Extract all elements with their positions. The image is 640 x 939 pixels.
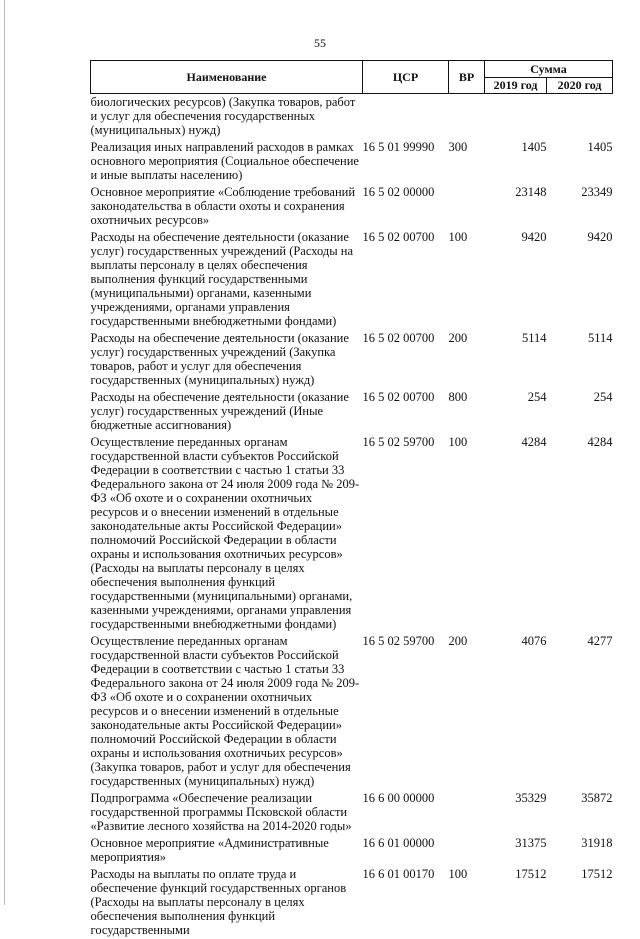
row-vr bbox=[449, 835, 485, 866]
row-name: Основное мероприятие «Соблюдение требований законодательства в области охоты и сохранения охотничьих ресурсов» bbox=[91, 184, 363, 229]
row-sum-2019: 1405 bbox=[485, 139, 547, 184]
row-csr: 16 5 02 00000 bbox=[363, 184, 449, 229]
row-vr: 100 bbox=[449, 229, 485, 330]
row-csr: 16 5 02 59700 bbox=[363, 633, 449, 790]
row-sum-2019: 17512 bbox=[485, 866, 547, 939]
row-sum-2019: 5114 bbox=[485, 330, 547, 389]
row-sum-2020: 9420 bbox=[547, 229, 613, 330]
header-year-2019: 2019 год bbox=[485, 77, 547, 94]
row-vr: 800 bbox=[449, 389, 485, 434]
row-name: Расходы на обеспечение деятельности (оказание услуг) государственных учреждений (Иные бюджетные ассигнования) bbox=[91, 389, 363, 434]
row-sum-2019: 9420 bbox=[485, 229, 547, 330]
row-csr bbox=[363, 94, 449, 140]
header-name: Наименование bbox=[91, 61, 363, 94]
row-vr: 100 bbox=[449, 866, 485, 939]
table-header bbox=[91, 61, 613, 94]
row-sum-2020 bbox=[547, 94, 613, 140]
row-csr: 16 5 02 00700 bbox=[363, 330, 449, 389]
row-sum-2020: 35872 bbox=[547, 790, 613, 835]
row-name: Осуществление переданных органам государственной власти субъектов Российской Федерации в соответствии с частью 1 статьи 33 Федерального закона от 24 июля 2009 года № 209-ФЗ «Об охоте и о сохранении охотничьих ресурсов и о внесении изменений в отдельные законодательные акты Российской Федерации» полномочий Российской Федерации в области охраны и использования охотничьих ресурсов» (Закупка товаров, работ и услуг для обеспечения государственных (муниципальных) нужд) bbox=[91, 633, 363, 790]
header-csr: ЦСР bbox=[363, 61, 449, 94]
row-sum-2020: 4277 bbox=[547, 633, 613, 790]
table-row bbox=[91, 330, 613, 389]
row-name: биологических ресурсов) (Закупка товаров, работ и услуг для обеспечения государственных (муниципальных) нужд) bbox=[91, 94, 363, 140]
row-sum-2020: 17512 bbox=[547, 866, 613, 939]
table-row bbox=[91, 790, 613, 835]
row-csr: 16 5 02 59700 bbox=[363, 434, 449, 633]
row-name: Реализация иных направлений расходов в рамках основного мероприятия (Социальное обеспечение и иные выплаты населению) bbox=[91, 139, 363, 184]
row-sum-2020: 1405 bbox=[547, 139, 613, 184]
table-row bbox=[91, 139, 613, 184]
table-row bbox=[91, 389, 613, 434]
table-row bbox=[91, 633, 613, 790]
row-name: Осуществление переданных органам государственной власти субъектов Российской Федерации в соответствии с частью 1 статьи 33 Федерального закона от 24 июля 2009 года № 209-ФЗ «Об охоте и о сохранении охотничьих ресурсов и о внесении изменений в отдельные законодательные акты Российской Федерации» полномочий Российской Федерации в области охраны и использования охотничьих ресурсов» (Расходы на выплаты персоналу в целях обеспечения выполнения функций государственными (муниципальными) органами, казенными учреждениями, органами управления государственными внебюджетными фондами) bbox=[91, 434, 363, 633]
row-sum-2019: 4284 bbox=[485, 434, 547, 633]
table-row bbox=[91, 94, 613, 140]
scan-edge bbox=[4, 0, 5, 905]
row-csr: 16 6 00 00000 bbox=[363, 790, 449, 835]
row-vr: 100 bbox=[449, 434, 485, 633]
table-body bbox=[91, 94, 613, 939]
row-name: Расходы на выплаты по оплате труда и обеспечение функций государственных органов (Расходы на выплаты персоналу в целях обеспечения выполнения функций государственными bbox=[91, 866, 363, 939]
table-row bbox=[91, 229, 613, 330]
row-sum-2020: 254 bbox=[547, 389, 613, 434]
header-year-2020: 2020 год bbox=[547, 77, 613, 94]
row-csr: 16 5 02 00700 bbox=[363, 389, 449, 434]
row-sum-2020: 23349 bbox=[547, 184, 613, 229]
row-sum-2019: 23148 bbox=[485, 184, 547, 229]
row-csr: 16 6 01 00000 bbox=[363, 835, 449, 866]
row-sum-2019: 31375 bbox=[485, 835, 547, 866]
row-csr: 16 5 01 99990 bbox=[363, 139, 449, 184]
row-name: Основное мероприятие «Административные мероприятия» bbox=[91, 835, 363, 866]
header-vr: ВР bbox=[449, 61, 485, 94]
budget-table bbox=[90, 60, 613, 939]
row-name: Подпрограмма «Обеспечение реализации государственной программы Псковской области «Развитие лесного хозяйства на 2014-2020 годы» bbox=[91, 790, 363, 835]
row-sum-2019: 35329 bbox=[485, 790, 547, 835]
row-sum-2019: 254 bbox=[485, 389, 547, 434]
row-sum-2020: 4284 bbox=[547, 434, 613, 633]
row-name: Расходы на обеспечение деятельности (оказание услуг) государственных учреждений (Закупка товаров, работ и услуг для обеспечения государственных (муниципальных) нужд) bbox=[91, 330, 363, 389]
row-sum-2020: 31918 bbox=[547, 835, 613, 866]
row-sum-2019 bbox=[485, 94, 547, 140]
table-row bbox=[91, 184, 613, 229]
table-row bbox=[91, 866, 613, 939]
row-csr: 16 5 02 00700 bbox=[363, 229, 449, 330]
header-sum: Сумма bbox=[485, 61, 613, 78]
row-sum-2019: 4076 bbox=[485, 633, 547, 790]
row-vr: 300 bbox=[449, 139, 485, 184]
page-number: 55 bbox=[0, 36, 640, 51]
table-row bbox=[91, 835, 613, 866]
row-vr bbox=[449, 184, 485, 229]
row-vr: 200 bbox=[449, 633, 485, 790]
table-row bbox=[91, 434, 613, 633]
row-sum-2020: 5114 bbox=[547, 330, 613, 389]
row-name: Расходы на обеспечение деятельности (оказание услуг) государственных учреждений (Расходы на выплаты персоналу в целях обеспечения выполнения функций государственными (муниципальными) органами, казенными учреждениями, органами управления государственными внебюджетными фондами) bbox=[91, 229, 363, 330]
row-vr: 200 bbox=[449, 330, 485, 389]
row-vr bbox=[449, 94, 485, 140]
row-vr bbox=[449, 790, 485, 835]
row-csr: 16 6 01 00170 bbox=[363, 866, 449, 939]
